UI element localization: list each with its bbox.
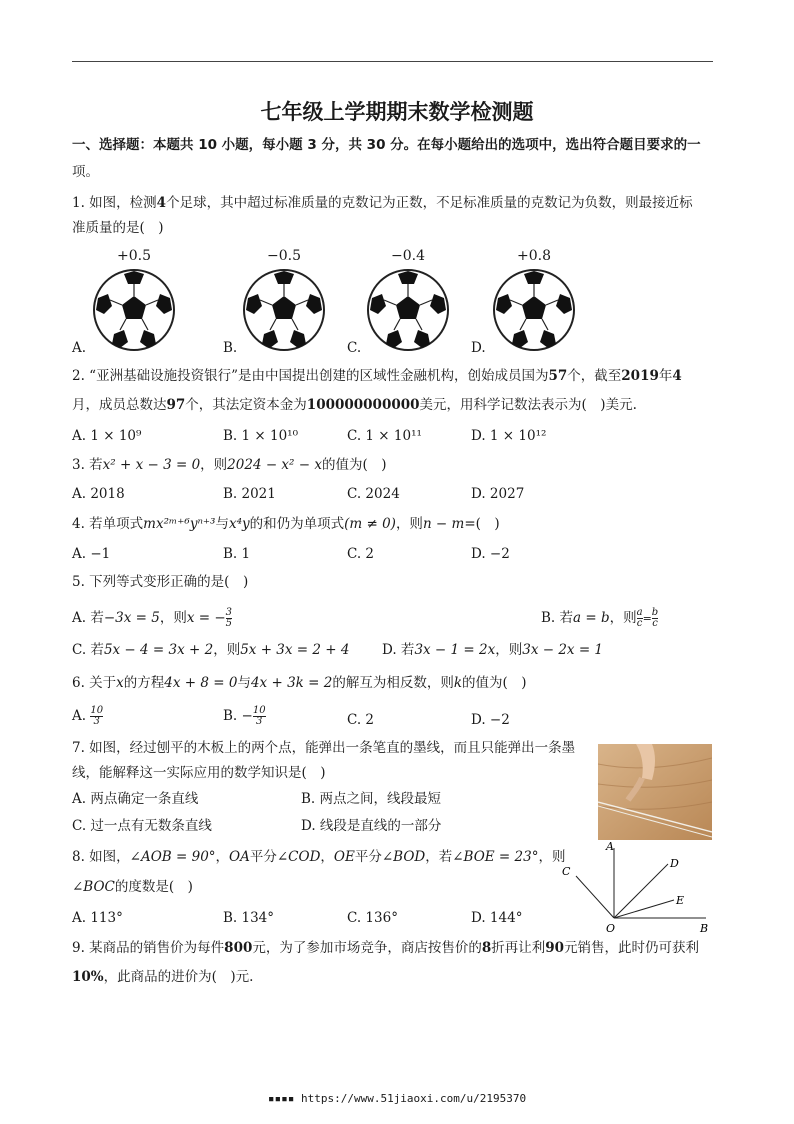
ball-label-b: −0.5 [267,248,301,264]
q4-text-d: ，则 [395,516,423,532]
q7-option-d[interactable]: D. 线段是直线的一部分 [301,818,442,834]
q9-text-b: 元，为了参加市场竞争，商店按售价的 [252,940,482,956]
q5-d-then: ，则 [495,642,523,658]
q4-option-c[interactable]: C. 2 [347,546,375,562]
q8-text-d: ， [320,849,334,865]
ball-label-c: −0.4 [391,248,425,264]
q5-c-text: C. 若 [72,642,104,658]
q1-count: 4 [156,195,167,211]
label-c: C [562,865,571,878]
q5-b-den1: c [636,618,643,629]
q1-option-c[interactable]: C. [347,340,362,356]
q3-option-c[interactable]: C. 2024 [347,486,400,502]
q2-text-a: 2. “亚洲基础设施投资银行”是由中国提出创建的区域性金融机构，创始成员国为 [72,368,549,384]
q6-var-x: x [116,675,124,691]
q2-option-c[interactable]: C. 1 × 10¹¹ [347,428,422,444]
q8-text-h: 的度数是( ) [114,879,193,895]
q2-text-d: 月，成员总数达 [72,397,167,413]
q2-num2019: 2019 [621,368,659,384]
q5-option-b[interactable] [541,608,658,629]
q1-line2: 准质量的是( ) [72,220,164,236]
q6-text-c: 与 [237,675,251,691]
top-rule [72,61,713,62]
q4-option-b[interactable]: B. 1 [223,546,251,562]
q1-line1 [72,193,693,213]
q7-option-c[interactable]: C. 过一点有无数条直线 [72,818,212,834]
q3-text-c: 的值为( ) [321,457,387,473]
q3-text-b: ，则 [200,457,228,473]
q6-b-sign: − [241,708,253,724]
q2-option-b[interactable]: B. 1 × 10¹⁰ [223,428,298,444]
q8-angle-aob: ∠AOB = 90° [129,849,216,865]
q5-a-numerator: 3 [225,607,233,618]
q5-a-denominator: 5 [225,618,233,629]
q8-line2 [72,877,193,897]
q4-option-d[interactable]: D. −2 [471,546,510,562]
q8-angle-boe: ∠BOE = 23° [452,849,539,865]
q4-stem [72,514,500,534]
q5-a-equation: −3x = 5 [103,610,160,626]
q3-equation: x² + x − 3 = 0 [102,457,201,473]
q6-a-fraction [90,706,103,727]
q9-text-d: 元销售，此时仍可获利 [564,940,700,956]
q2-text-e: 个，其法定资本金为 [185,397,307,413]
q8-text-b: ， [215,849,230,865]
q6-text-d: 的解互为相反数，则 [332,675,454,691]
q5-b-equation: a = b [573,610,610,626]
q2-num57: 57 [548,368,568,384]
section-heading: 一、选择题：本题共 10 小题，每小题 3 分，共 30 分。在每小题给出的选项中，选出符合题目要求的一 [72,137,701,153]
label-d: D [670,857,679,870]
q5-b-equals: = [642,612,652,625]
q4-monomial-1: mx²ᵐ⁺⁶yⁿ⁺³ [143,516,216,532]
q2-option-d[interactable]: D. 1 × 10¹² [471,428,547,444]
q4-monomial-2: x⁴y [228,516,250,532]
q5-a-then: ，则 [159,610,187,626]
section-heading-cont: 项。 [72,164,99,180]
q9-num8: 8 [481,940,492,956]
ball-label-d: +0.8 [517,248,551,264]
q8-text-a: 8. 如图， [72,849,130,865]
q9-text-c: 折再让利 [491,940,546,956]
soccer-ball-icon [492,268,576,352]
q3-option-b[interactable]: B. 2021 [223,486,276,502]
q5-a-lhs: x = − [186,610,226,626]
q6-a-denominator: 3 [90,716,103,727]
q5-b-fraction-2 [652,608,658,629]
q9-num800: 800 [224,940,253,956]
q5-b-num1: a [636,607,643,618]
q2-option-a[interactable]: A. 1 × 10⁹ [72,428,142,444]
q5-d-result: 3x − 2x = 1 [522,642,604,658]
q8-text-f: ，若 [425,849,453,865]
angle-diagram [556,842,716,934]
q5-b-then: ，则 [609,610,637,626]
q8-angle-bod: ∠BOD [381,849,426,865]
q8-text-g: ，则 [538,849,566,865]
q5-a-text: A. 若 [72,610,104,626]
q6-text-e: 的值为( ) [462,675,527,691]
q5-c-equation: 5x − 4 = 3x + 2 [103,642,214,658]
q5-c-then: ，则 [213,642,241,658]
q5-b-den2: c [652,618,658,629]
q7-option-a[interactable]: A. 两点确定一条直线 [72,791,199,807]
q1-text-b: 个足球，其中超过标准质量的克数记为正数，不足标准质量的克数记为负数，则最接近标 [166,195,693,211]
q5-d-text: D. 若 [382,642,415,658]
q6-equation-2: 4x + 3k = 2 [250,675,333,691]
q4-text-e: =( ) [464,516,500,532]
q9-text-a: 9. 某商品的销售价为每件 [72,940,225,956]
q4-text-a: 4. 若单项式 [72,516,144,532]
q6-option-a[interactable] [72,706,103,727]
q5-stem: 5. 下列等式变形正确的是( ) [72,574,249,590]
q6-option-b[interactable] [223,706,266,727]
q6-option-c[interactable]: C. 2 [347,712,375,728]
q5-option-d[interactable] [382,640,603,660]
q6-b-fraction [253,706,266,727]
q8-option-b[interactable]: B. 134° [223,910,275,926]
q9-num90: 90 [545,940,565,956]
q6-text-a: 6. 关于 [72,675,117,691]
q5-a-fraction [226,608,232,629]
q7-line2: 线，能解释这一实际应用的数学知识是( ) [72,765,326,781]
soccer-ball-icon [366,268,450,352]
q6-b-denominator: 3 [253,716,266,727]
q2-text-c: 年 [658,368,673,384]
label-o: O [606,922,616,934]
q1-option-b[interactable]: B. [223,340,238,356]
q6-b-label: B. [223,708,238,724]
q3-stem [72,455,387,475]
q4-text-b: 与 [215,516,229,532]
q5-b-num2: b [651,607,659,618]
q8-ray-oa: OA [229,849,250,865]
q8-option-d[interactable]: D. 144° [471,910,523,926]
q2-text-b: 个，截至 [567,368,622,384]
q6-option-d[interactable]: D. −2 [471,712,510,728]
q1-option-a[interactable]: A. [72,340,87,356]
q2-text-f: 美元，用科学记数法表示为( )美元. [419,397,637,413]
q8-line1 [72,847,565,867]
q9-line1 [72,938,699,958]
q9-line2 [72,967,253,987]
q8-angle-cod: ∠COD [276,849,321,865]
q6-equation-1: 4x + 8 = 0 [164,675,238,691]
label-b: B [700,922,709,934]
label-e: E [676,894,685,907]
q5-option-c[interactable] [72,640,349,660]
q3-expression: 2024 − x² − x [227,457,322,473]
q2-num4: 4 [672,368,682,384]
q1-text-a: 1. 如图，检测 [72,195,157,211]
q6-a-numerator: 10 [90,705,104,716]
ball-label-a: +0.5 [117,248,151,264]
q8-option-a[interactable]: A. 113° [72,910,123,926]
q9-percent: 10% [72,969,104,985]
q4-condition: (m ≠ 0) [344,516,396,532]
q5-b-text: B. 若 [541,610,574,626]
q6-text-b: 的方程 [123,675,165,691]
q8-text-e: 平分 [354,849,382,865]
q4-expression: n − m [422,516,465,532]
q5-d-equation: 3x − 1 = 2x [414,642,496,658]
footer-url[interactable]: ▪▪▪▪ https://www.51jiaoxi.com/u/2195370 [267,1092,527,1105]
q8-text-c: 平分 [249,849,277,865]
q8-ray-oe: OE [333,849,355,865]
q2-num97: 97 [166,397,186,413]
q7-line1: 7. 如图，经过刨平的木板上的两个点，能弹出一条笔直的墨线，而且只能弹出一条墨 [72,740,576,756]
soccer-ball-icon [242,268,326,352]
q3-option-a[interactable]: A. 2018 [72,486,125,502]
q6-a-label: A. [72,708,87,724]
label-a: A [606,842,614,853]
q2-line2 [72,395,637,415]
q5-option-a[interactable] [72,608,232,629]
q7-option-b[interactable]: B. 两点之间，线段最短 [301,791,442,807]
chalk-line-photo [598,744,712,840]
q8-option-c[interactable]: C. 136° [347,910,398,926]
q3-text-a: 3. 若 [72,457,103,473]
q9-text-e: ，此商品的进价为( )元. [103,969,254,985]
q3-option-d[interactable]: D. 2027 [471,486,525,502]
q2-bignum: 100000000000 [306,397,420,413]
soccer-ball-icon [92,268,176,352]
q2-line1 [72,366,682,386]
q6-var-k: k [453,675,463,691]
page-title: 七年级上学期期末数学检测题 [260,100,534,124]
q1-option-d[interactable]: D. [471,340,486,356]
q4-text-c: 的和仍为单项式 [249,516,345,532]
q6-stem [72,673,527,693]
q5-c-result: 5x + 3x = 2 + 4 [240,642,350,658]
q8-angle-boc: ∠BOC [72,879,115,895]
q6-b-numerator: 10 [252,705,266,716]
q4-option-a[interactable]: A. −1 [72,546,111,562]
